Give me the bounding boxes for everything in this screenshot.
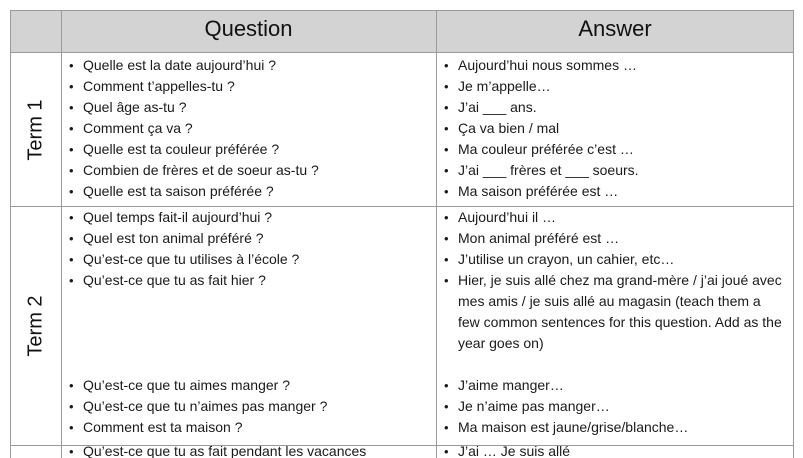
table-header-row [10,10,794,52]
question-item: • Qu’est-ce que tu aimes manger ? [61,375,436,396]
question-item: • Quelle est la date aujourd’hui ? [61,55,436,76]
answer-item: • Ma saison préférée est … [436,181,794,202]
term-1-label: Term 1 [24,98,46,161]
answer-item: • Ma maison est jaune/grise/blanche… [436,417,794,438]
question-item: • Comment t’appelles-tu ? [61,76,436,97]
question-item [61,270,436,375]
answer-item: • J’utilise un crayon, un cahier, etc… [436,249,794,270]
question-item: • Qu’est-ce que tu n’aimes pas manger ? [61,396,436,417]
term-1-questions [61,55,436,202]
question-header: Question [204,16,293,41]
question-item: • Quel est ton animal préféré ? [61,228,436,249]
question-item: • Comment ça va ? [61,118,436,139]
question-item: • Qu’est-ce que tu as fait pendant les vacances [61,441,436,458]
answer-item: • Ma couleur préférée c’est … [436,139,794,160]
question-item: • Quelle est ta couleur préférée ? [61,139,436,160]
term-3-answers [436,441,794,458]
answer-item: • J’aime manger… [436,375,794,396]
question-text: Qu’est-ce que tu as fait hier ? [83,272,266,288]
answer-item: • Je n’aime pas manger… [436,396,794,417]
question-item: • Combien de frères et de soeur as-tu ? [61,160,436,181]
question-item: • Comment est ta maison ? [61,417,436,438]
question-header-cell [61,10,436,52]
answer-item: • J’ai ___ frères et ___ soeurs. [436,160,794,181]
term-1-row [10,53,794,206]
answer-header-cell [436,10,794,52]
answer-item: • Aujourd’hui nous sommes … [436,55,794,76]
answer-item: • Mon animal préféré est … [436,228,794,249]
answer-header: Answer [578,16,652,41]
answer-item: • J’ai ___ ans. [436,97,794,118]
term-1-label-cell [10,53,61,206]
answer-item: • Ça va bien / mal [436,118,794,139]
term-2-label: Term 2 [24,295,46,357]
header-corner-cell [10,10,61,52]
term-2-questions [61,207,436,438]
question-item: • Qu’est-ce que tu utilises à l’école ? [61,249,436,270]
answer-item: • Je m’appelle… [436,76,794,97]
term-3-questions [61,441,436,458]
question-item: • Quelle est ta saison préférée ? [61,181,436,202]
term-2-answers [436,207,794,438]
answer-item: • Aujourd’hui il … [436,207,794,228]
term-2-label-cell [10,207,61,445]
question-item: • Quel temps fait-il aujourd’hui ? [61,207,436,228]
answer-item: • Hier, je suis allé chez ma grand-mère / j’ai joué avec mes amis / je suis allé au magasin (teach them a few common sentences for this question. Add as the year goes on) [436,270,794,375]
term-2-row [10,207,794,445]
term-3-row [10,443,794,458]
question-item: • Quel âge as-tu ? [61,97,436,118]
answer-item: • J’ai … Je suis allé [436,441,794,458]
term-1-answers [436,55,794,202]
